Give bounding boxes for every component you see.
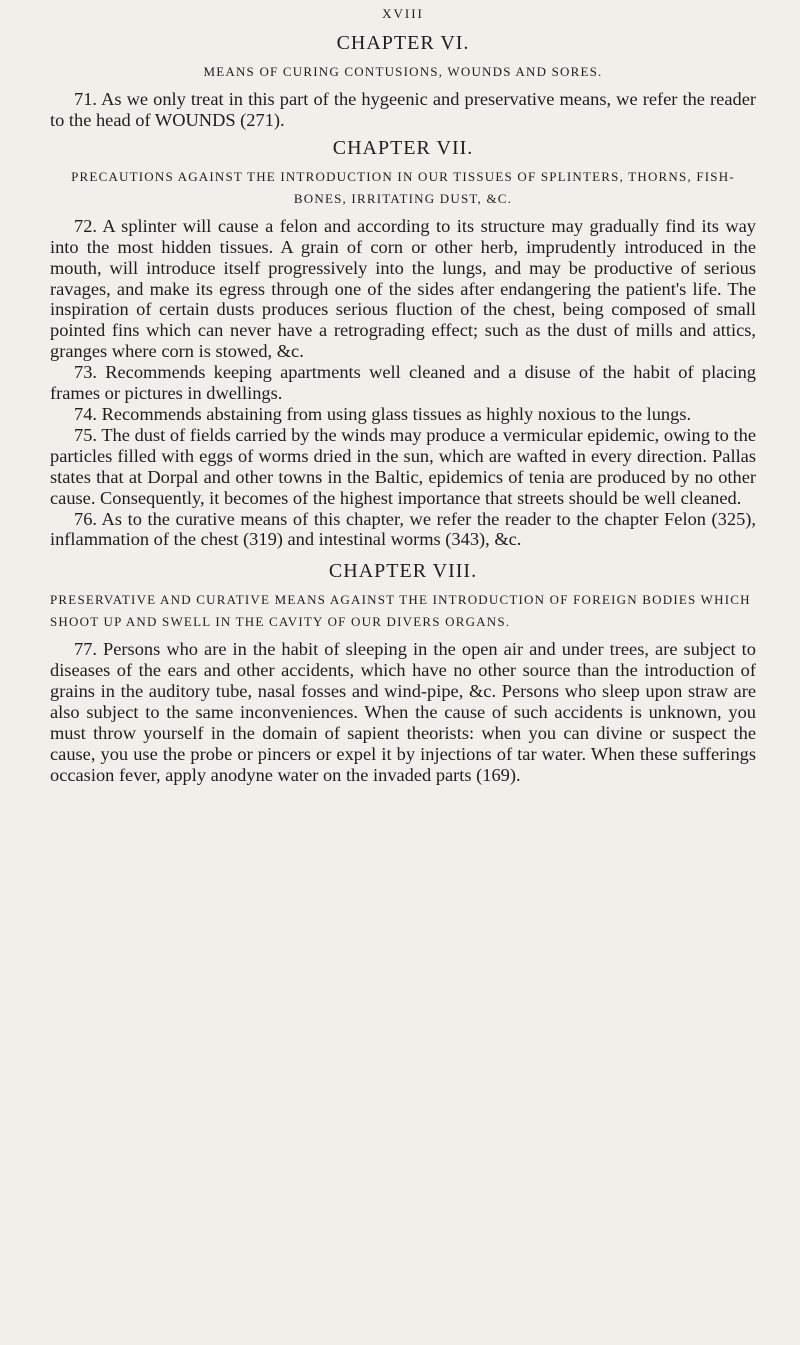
paragraph-75: 75. The dust of fields carried by the winds may produce a vermicular epidemic, owing to the particles filled with eggs of worms dried in the sun, which are wafted in every direction. Pallas states that at Dorpal and other towns in the Baltic, epidemics of tenia are produced by no other cause. Consequently, it becomes of the highest importance that streets should be well cleaned. — [50, 424, 756, 508]
paragraph-72: 72. A splinter will cause a felon and according to its structure may gradually find its way into the most hidden tissues. A grain of corn or other herb, imprudently introduced in the mouth, will introduce itself progressively into the lungs, and may be productive of serious ravages, and make its egress through one of the sides after endangering the patient's life. The inspiration of certain dusts produces serious fluction of the chest, being composed of small pointed fins which can never have a retrograding effect; such as the dust of mills and attics, granges where corn is stowed, &c. — [50, 215, 756, 362]
chapter-title: CHAPTER VIII. — [328, 560, 478, 583]
paragraph-76: 76. As to the curative means of this chapter, we refer the reader to the chapter Felon (325), inflammation of the chest (319) and intestinal worms (343), &c. — [50, 508, 756, 550]
chapter-title: CHAPTER VI. — [336, 32, 470, 54]
paragraph-73: 73. Recommends keeping apartments well cleaned and a disuse of the habit of placing frames or pictures in dwellings. — [50, 362, 756, 404]
chapter-heading: PRECAUTIONS AGAINST THE INTRODUCTION IN OUR TISSUES OF SPLINTERS, THORNS, FISH-BONES, IRRITATING DUST, &C. — [71, 168, 735, 206]
chapter-7 — [50, 137, 756, 551]
page-number: XVIII — [382, 6, 424, 21]
chapter-8 — [50, 560, 756, 785]
paragraph-71: 71. As we only treat in this part of the hygeenic and preservative means, we refer the reader to the head of WOUNDS (271). — [50, 89, 756, 130]
paragraph-74: 74. Recommends abstaining from using glass tissues as highly noxious to the lungs. — [74, 403, 692, 424]
chapter-title: CHAPTER VII. — [332, 136, 474, 159]
chapter-heading: PRESERVATIVE AND CURATIVE MEANS AGAINST THE INTRODUCTION OF FOREIGN BODIES WHICH SHOOT UP AND SWELL IN THE CAVITY OF OUR DIVERS ORGANS. — [50, 592, 751, 630]
paragraph-77: 77. Persons who are in the habit of sleeping in the open air and under trees, are subject to diseases of the ears and other accidents, which have no other source than the introduction of grains in the auditory tube, nasal fosses and wind-pipe, &c. Persons who sleep upon straw are also subject to the same inconveniences. When the cause of such accidents is unknown, you must throw yourself in the domain of sapient theorists: when you can divine or suspect the cause, you use the probe or pincers or expel it by injections of tar water. When these sufferings occasion fever, apply anodyne water on the invaded parts (169). — [50, 639, 756, 785]
chapter-heading: MEANS OF CURING CONTUSIONS, WOUNDS AND SORES. — [203, 64, 603, 79]
chapter-6 — [50, 32, 756, 131]
